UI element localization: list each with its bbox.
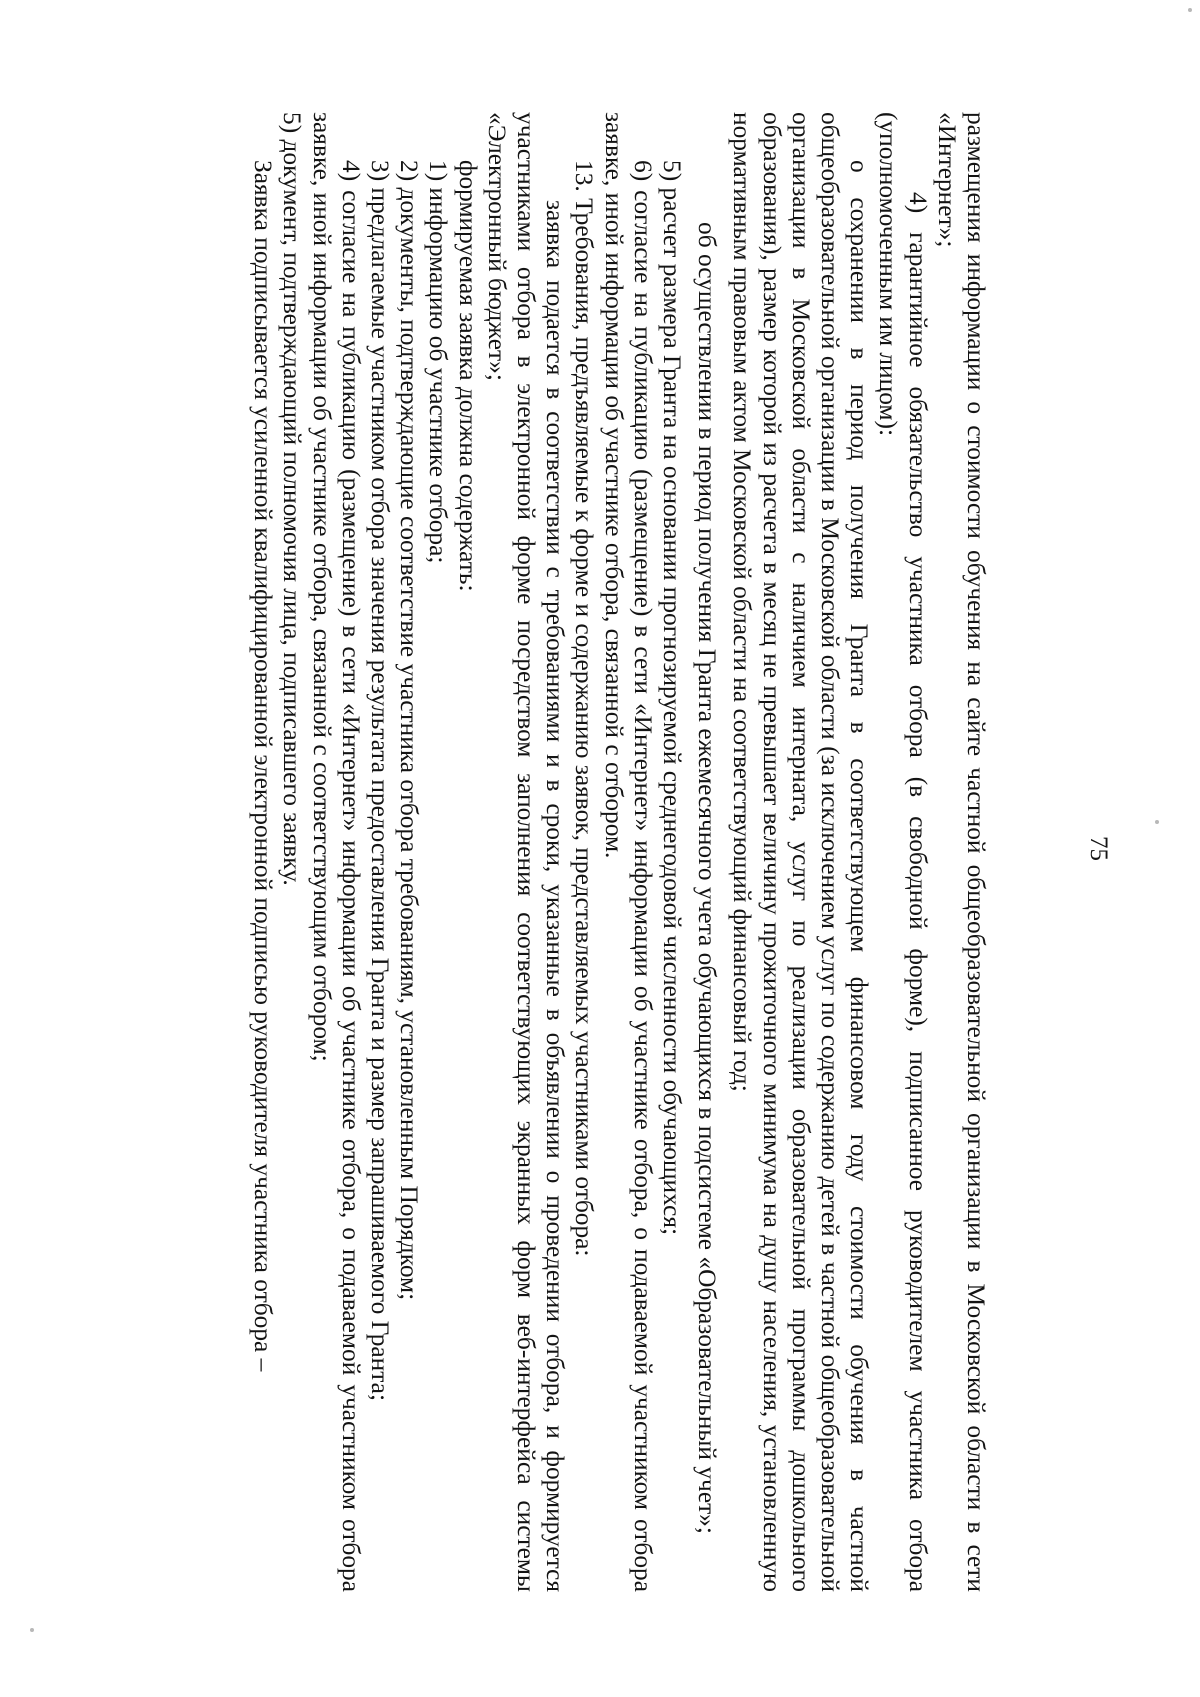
section-13-heading: 13. Требования, предъявляемые к форме и содержанию заявок, представляемых участниками отбора: [570,160,599,1257]
paragraph-guarantee-obligation: 4) гарантийное обязательство участника отбора (в свободной форме), подписанное руководителем участника отбора (уполномоченным им лицом): [874,112,932,1592]
paragraph-monthly-accounting: об осуществлении в период получения Гранта ежемесячного учета обучающихся в подсистеме «Образовательный учет»; [693,222,722,1534]
list-item-3: 3) предлагаемые участником отбора значения результата предоставления Гранта и размер запрашиваемого Гранта; [365,160,394,1402]
paragraph-application-content: формируемая заявка должна содержать: [453,160,482,592]
paragraph-pricing-info: размещения информации о стоимости обучения на сайте частной общеобразовательной организации в Московской области в сети «Интернет»; [932,112,990,1592]
paragraph-grant-calculation: 5) расчет размера Гранта на основании прогнозируемой среднегодовой численности обучающихся; [657,160,686,1236]
page-number: 75 [1085,836,1112,861]
paragraph-signature: Заявка подписывается усиленной квалифицированной электронной подписью руководителя участника отбора – [249,160,278,1372]
paragraph-application-submission: заявка подается в соответствии с требованиями и в сроки, указанные в объявлении о проведении отбора, и формируется участниками отбора в электронной форме посредством заполнения соответствующих экранных форм веб-интерфейса системы «Электронный бюджет»; [482,112,570,1592]
document-body [248,112,990,1592]
list-item-1: 1) информацию об участнике отбора; [424,160,453,564]
list-item-2: 2) документы, подтверждающие соответствие участника отбора требованиям, установленным Порядком; [395,160,424,1301]
list-item-4: 4) согласие на публикацию (размещение) в сети «Интернет» информации об участнике отбора, о подаваемой участником отбора заявке, иной информации об участнике отбора, связанной с соответствующим отбором; [307,112,365,1592]
list-item-5: 5) документ, подтверждающий полномочия лица, подписавшего заявку. [278,112,307,886]
paragraph-cost-retention: о сохранении в период получения Гранта в соответствующем финансовом году стоимости обучения в частной общеобразовательной организации в Московской области (за исключением услуг по содержанию детей в частной общеобразовательной организации в Московской области с наличием интерната, услуг по реализации образовательной программы дошкольного образования), размер которой из расчета в месяц не превышает величину прожиточного минимума на душу населения, установленную нормативным правовым актом Московской области на соответствующий финансовый год; [728,112,874,1592]
paragraph-publication-consent: 6) согласие на публикацию (размещение) в сети «Интернет» информации об участнике отбора, о подаваемой участником отбора заявке, иной информации об участнике отбора, связанной с отбором. [599,112,657,1592]
